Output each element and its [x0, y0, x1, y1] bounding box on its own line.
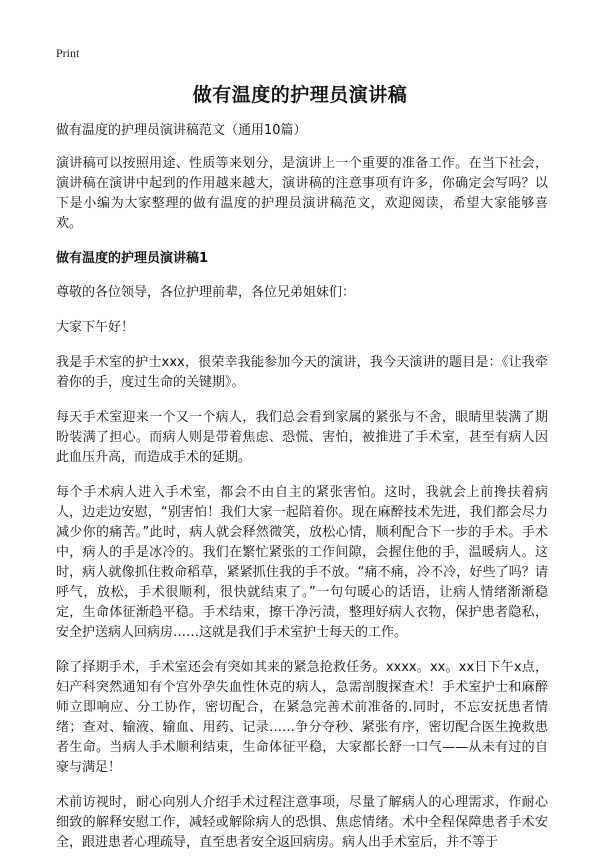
document-subtitle: 做有温度的护理员演讲稿范文（通用10篇）: [56, 123, 307, 138]
section-heading: 做有温度的护理员演讲稿1: [56, 251, 209, 266]
paragraph-surgery-care: 每个手术病人进入手术室，都会不由自主的紧张害怕。这时，我就会上前搀扶着病人，边走边安慰，“别害怕！我们大家一起陪着你。现在麻醉技术先进，我们都会尽力减少你的痛苦。”此时，病人就会释然微笑，放松心情，顺利配合下一步的手术。手术中，病人的手是冰冷的。我们在繁忙紧张的工作间隙，会握住他的手，温暖病人。这时，病人就像抓住救命稻草，紧紧抓住我的手不放。“痛不痛，冷不冷，好些了吗？请呼气，放松，手术很顺利，很快就结束了。”一句句暖心的话语，让病人情绪渐渐稳定，生命体征渐趋平稳。手术结束，擦干净污渍，整理好病人衣物，保护患者隐私，安全护送病人回病房……这就是我们手术室护士每天的工作。: [56, 485, 548, 640]
paragraph-emergency: 除了择期手术，手术室还会有突如其来的紧急抢救任务。xxxx。xx。xx日下午x点，妇产科突然通知有个宫外孕失血性休克的病人，急需剖腹探查术！手术室护士和麻醉师立即响应、分工协作，密切配合，在紧急完善术前准备的.同时，不忘安抚患者情绪；查对、输液、输血、用药、记录……争分夺秒、紧张有序，密切配合医生挽救患者生命。当病人手术顺利结束，生命体征平稳，大家都长舒一口气——从未有过的自豪与满足！: [56, 660, 548, 775]
intro-paragraph: 演讲稿可以按照用途、性质等来划分，是演讲上一个重要的准备工作。在当下社会，演讲稿在演讲中起到的作用越来越大，演讲稿的注意事项有许多，你确定会写吗？以下是小编为大家整理的做有温度的护理员演讲稿范文，欢迎阅读，希望大家能够喜欢。: [56, 156, 548, 231]
print-label[interactable]: Print: [56, 46, 80, 60]
paragraph-greeting: 尊敬的各位领导，各位护理前辈，各位兄弟姐妹们：: [56, 285, 356, 300]
document-title: 做有温度的护理员演讲稿: [192, 84, 408, 106]
paragraph-daily-patients: 每天手术室迎来一个又一个病人，我们总会看到家属的紧张与不舍，眼睛里装满了期盼装满了担心。而病人则是带着焦虑、恐慌、害怕，被推进了手术室，甚至有病人因此血压升高，而造成手术的延期。: [56, 410, 548, 465]
paragraph-intro-speaker: 我是手术室的护士xxx，很荣幸我能参加今天的演讲，我今天演讲的题目是：《让我牵着你的手，度过生命的关键期》。: [56, 355, 548, 390]
document-body: [56, 121, 548, 868]
paragraph-hello: 大家下午好！: [56, 320, 135, 335]
paragraph-preop-visit: 术前访视时，耐心向别人介绍手术过程注意事项，尽量了解病人的心理需求，作耐心细致的解释安慰工作，减轻或解除病人的恐惧、焦虑情绪。术中全程保障患者手术安全，跟进患者心理疏导，直至患者安全返回病房。病人出手术室后，并不等于: [56, 795, 548, 850]
